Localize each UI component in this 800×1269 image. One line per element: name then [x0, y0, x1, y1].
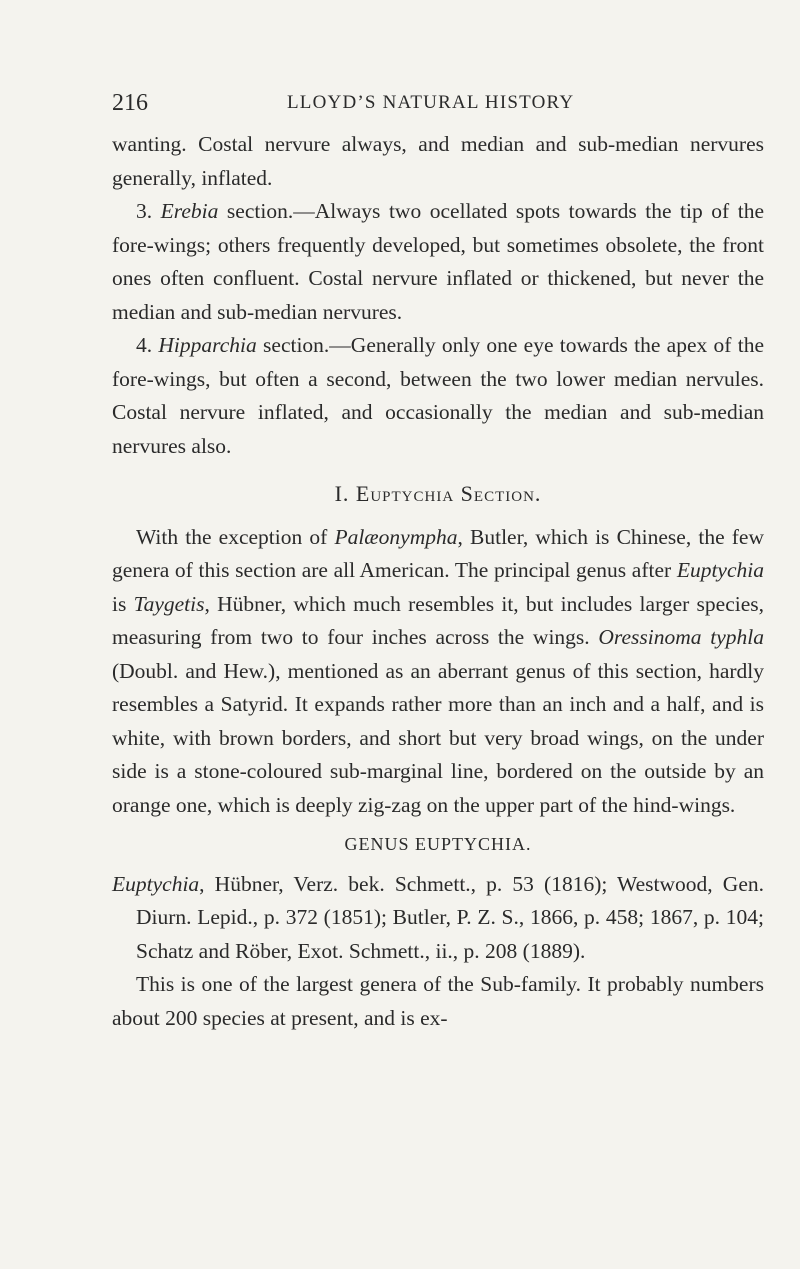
taxon-name: Oressinoma typhla — [598, 625, 764, 649]
text-run: , Butler, which is Chinese, the few genera of this section are all American. The principal genus after — [112, 524, 764, 582]
paragraph-continuation: wanting. Costal nervure always, and median and sub-median nervures generally, inflated. — [112, 132, 764, 190]
page-body — [112, 128, 764, 1035]
running-head: LLOYD’S NATURAL HISTORY — [287, 92, 575, 113]
paragraph-section-intro — [112, 521, 764, 823]
taxon-name: Euptychia — [676, 558, 764, 582]
page-header — [112, 90, 752, 120]
section-heading: I. Euptychia Section. — [334, 481, 542, 506]
text-run: (Doubl. and Hew.), mentioned as an aberrant genus of this section, hardly resembles a Satyrid. It expands rather more than an inch and a half, and is white, with brown borders, and short but very broad wings, on the under side is a stone-coloured sub-marginal line, bordered on the outside by an orange one, which is deeply zig-zag on the upper part of the hind-wings. — [112, 658, 764, 817]
item-number: 4. — [136, 333, 159, 357]
item-number: 3. — [136, 199, 161, 223]
paragraph-erebia — [112, 195, 764, 329]
paragraph-text: section.—Generally only one eye towards the apex of the fore-wings, but often a second, between the two lower median nervules. Costal nervure inflated, and occasionally the median and sub-median nervures also. — [112, 333, 765, 458]
taxon-name: Hipparchia — [158, 333, 257, 357]
text-run: With the exception of — [136, 524, 335, 549]
taxon-name: Euptychia — [112, 871, 200, 896]
paragraph-hipparchia — [112, 329, 764, 463]
taxon-name: Erebia — [160, 199, 219, 223]
text-run: , Hübner, which much resembles it, but includes larger species, measuring from two to four inches across the wings. — [112, 591, 764, 649]
text-run: is — [112, 591, 134, 616]
reference-text: , Hübner, Verz. bek. Schmett., p. 53 (1816); Westwood, Gen. Diurn. Lepid., p. 372 (1851); Butler, P. Z. S., 1866, p. 458; 1867, p. 104; Schatz and Röber, Exot. Schmett., ii., p. 208 (1889). — [136, 871, 764, 963]
page-number: 216 — [112, 90, 148, 116]
paragraph-text: section.—Always two ocellated spots towards the tip of the fore-wings; others frequently developed, but sometimes obsolete, the front ones often confluent. Costal nervure inflated or thickened, but never the median and sub-median nervures. — [112, 199, 765, 324]
taxon-name: Taygetis — [133, 591, 205, 616]
bibliographic-reference — [112, 868, 764, 969]
genus-heading: GENUS EUPTYCHIA. — [344, 834, 532, 854]
paragraph-genus-description: This is one of the largest genera of the Sub-family. It probably numbers about 200 species at present, and is ex- — [112, 972, 764, 1030]
taxon-name: Palæonympha — [334, 524, 458, 549]
